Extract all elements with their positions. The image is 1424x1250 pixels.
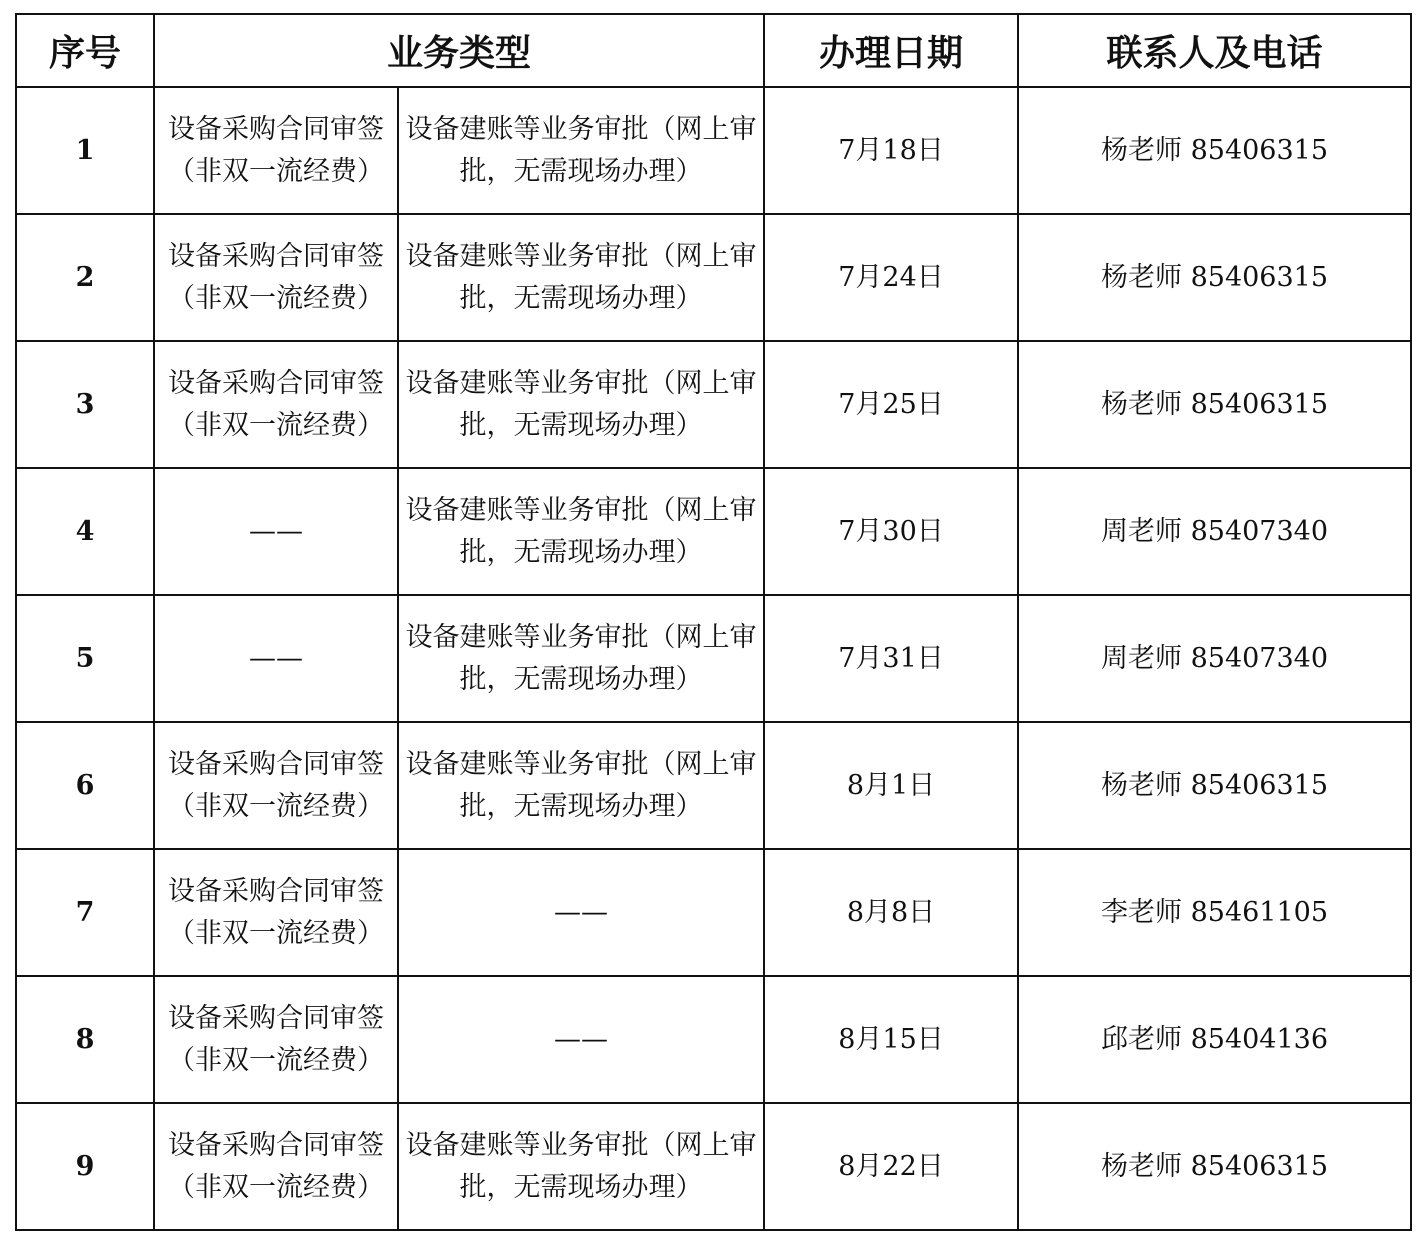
table-row	[16, 976, 1411, 1103]
row-index: 2	[16, 214, 154, 341]
contact-cell: 杨老师 85406315	[1018, 87, 1411, 214]
contact-cell: 杨老师 85406315	[1018, 1103, 1411, 1230]
contact-cell: 李老师 85461105	[1018, 849, 1411, 976]
contact-cell: 邱老师 85404136	[1018, 976, 1411, 1103]
row-index: 8	[16, 976, 154, 1103]
row-index: 7	[16, 849, 154, 976]
header-date: 办理日期	[764, 14, 1018, 87]
type-a-cell: ——	[154, 595, 398, 722]
contact-cell: 杨老师 85406315	[1018, 214, 1411, 341]
date-cell: 7月18日	[764, 87, 1018, 214]
type-a-cell: 设备采购合同审签（非双一流经费）	[154, 214, 398, 341]
contact-cell: 周老师 85407340	[1018, 595, 1411, 722]
contact-cell: 杨老师 85406315	[1018, 341, 1411, 468]
type-b-cell: 设备建账等业务审批（网上审批，无需现场办理）	[398, 341, 764, 468]
date-cell: 8月22日	[764, 1103, 1018, 1230]
type-a-cell: 设备采购合同审签（非双一流经费）	[154, 849, 398, 976]
table-row	[16, 214, 1411, 341]
row-index: 6	[16, 722, 154, 849]
row-index: 1	[16, 87, 154, 214]
header-index: 序号	[16, 14, 154, 87]
schedule-table	[15, 13, 1412, 1231]
type-b-cell: 设备建账等业务审批（网上审批，无需现场办理）	[398, 214, 764, 341]
type-b-cell: 设备建账等业务审批（网上审批，无需现场办理）	[398, 468, 764, 595]
type-a-cell: ——	[154, 468, 398, 595]
contact-cell: 杨老师 85406315	[1018, 722, 1411, 849]
date-cell: 7月31日	[764, 595, 1018, 722]
type-b-cell: ——	[398, 976, 764, 1103]
date-cell: 7月30日	[764, 468, 1018, 595]
type-a-cell: 设备采购合同审签（非双一流经费）	[154, 722, 398, 849]
date-cell: 7月24日	[764, 214, 1018, 341]
type-b-cell: ——	[398, 849, 764, 976]
type-a-cell: 设备采购合同审签（非双一流经费）	[154, 1103, 398, 1230]
type-b-cell: 设备建账等业务审批（网上审批，无需现场办理）	[398, 87, 764, 214]
row-index: 5	[16, 595, 154, 722]
type-b-cell: 设备建账等业务审批（网上审批，无需现场办理）	[398, 722, 764, 849]
type-a-cell: 设备采购合同审签（非双一流经费）	[154, 976, 398, 1103]
type-a-cell: 设备采购合同审签（非双一流经费）	[154, 87, 398, 214]
type-b-cell: 设备建账等业务审批（网上审批，无需现场办理）	[398, 595, 764, 722]
contact-cell: 周老师 85407340	[1018, 468, 1411, 595]
table-row	[16, 595, 1411, 722]
header-business-type: 业务类型	[154, 14, 764, 87]
type-b-cell: 设备建账等业务审批（网上审批，无需现场办理）	[398, 1103, 764, 1230]
date-cell: 8月15日	[764, 976, 1018, 1103]
row-index: 3	[16, 341, 154, 468]
date-cell: 8月8日	[764, 849, 1018, 976]
table-row	[16, 468, 1411, 595]
table-row	[16, 849, 1411, 976]
type-a-cell: 设备采购合同审签（非双一流经费）	[154, 341, 398, 468]
table-row	[16, 722, 1411, 849]
row-index: 4	[16, 468, 154, 595]
table-row	[16, 87, 1411, 214]
table-row	[16, 341, 1411, 468]
header-row	[16, 14, 1411, 87]
header-contact: 联系人及电话	[1018, 14, 1411, 87]
date-cell: 8月1日	[764, 722, 1018, 849]
date-cell: 7月25日	[764, 341, 1018, 468]
table-row	[16, 1103, 1411, 1230]
row-index: 9	[16, 1103, 154, 1230]
